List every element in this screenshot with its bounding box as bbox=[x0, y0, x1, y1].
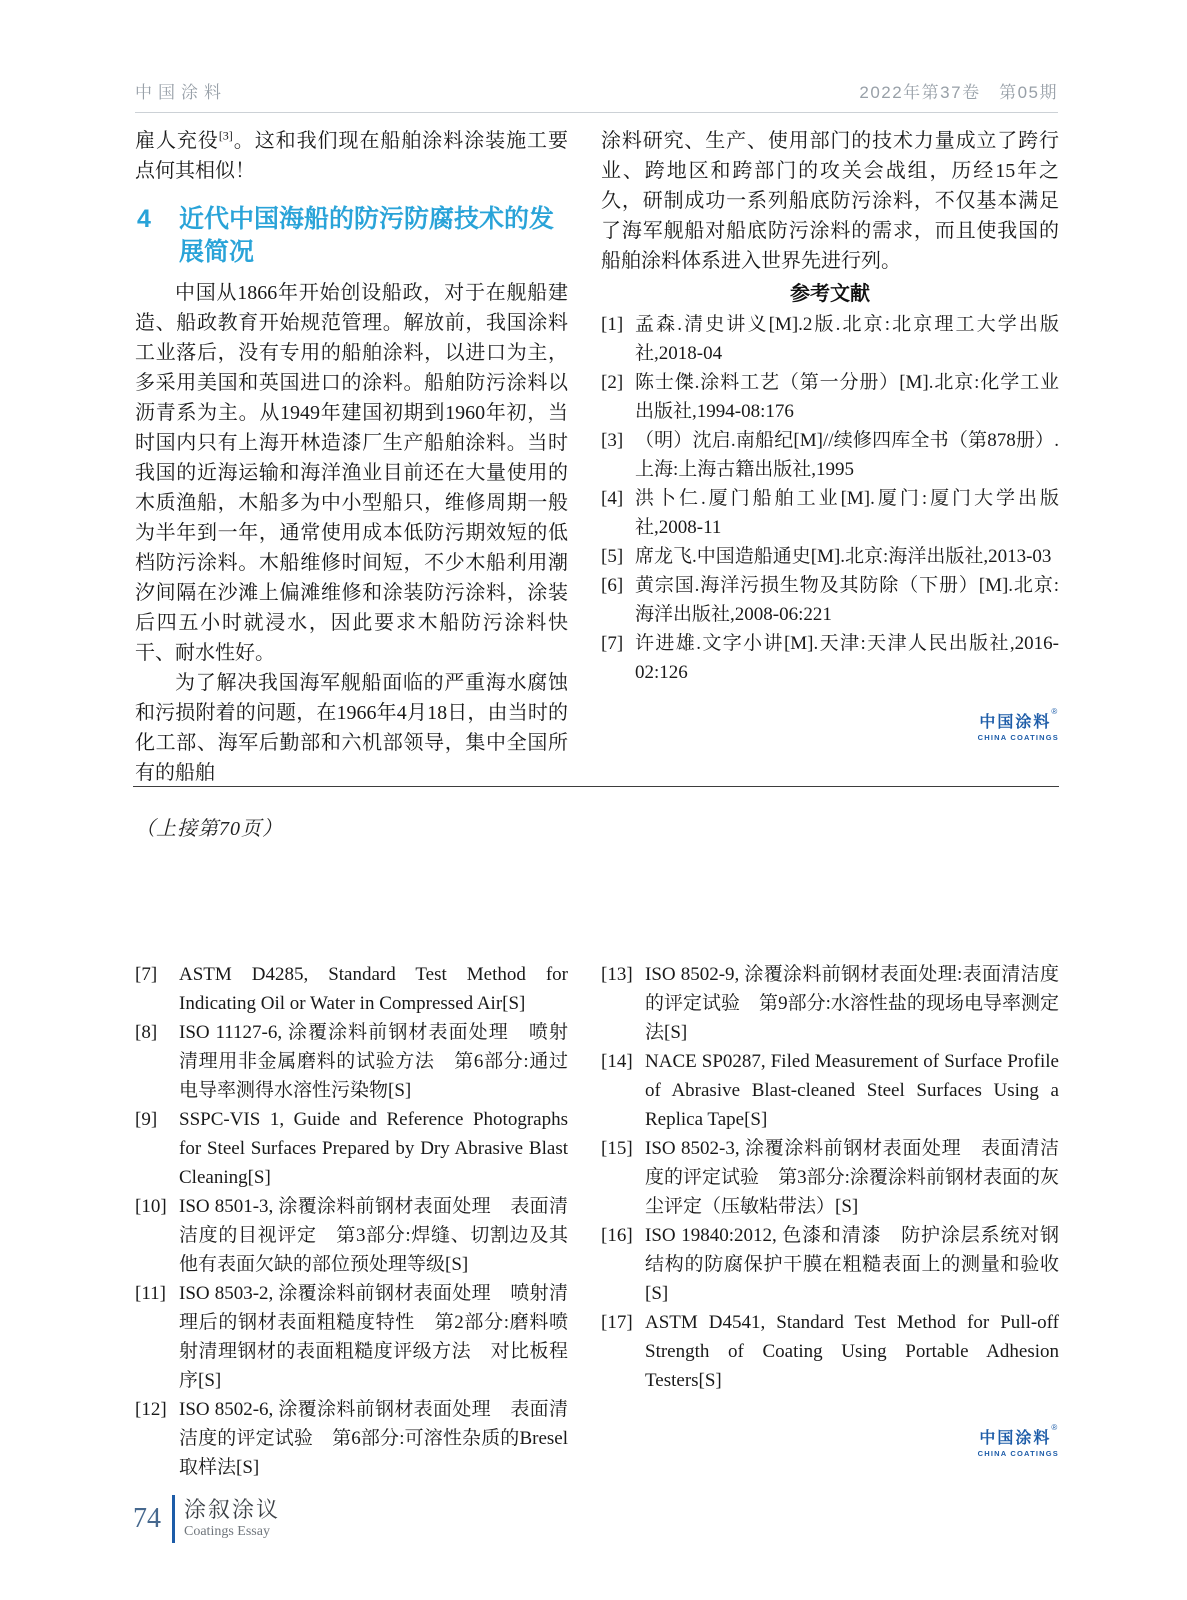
reference-text: ISO 11127-6, 涂覆涂料前钢材表面处理 喷射清理用非金属磨料的试验方法 第6部分:通过电导率测得水溶性污染物[S] bbox=[179, 1022, 568, 1101]
reference-label: [13] bbox=[601, 964, 633, 985]
issue-info: 2022年第37卷 第05期 bbox=[859, 83, 1058, 102]
reference-label: [6] bbox=[601, 575, 624, 596]
reference-item bbox=[601, 368, 1059, 426]
reference-text: ASTM D4541, Standard Test Method for Pull-off Strength of Coating Using Portable Adhesion Testers[S] bbox=[645, 1312, 1059, 1391]
reference-label: [7] bbox=[601, 633, 624, 654]
reference-text: ISO 8502-6, 涂覆涂料前钢材表面处理 表面清洁度的评定试验 第6部分:可溶性杂质的Bresel取样法[S] bbox=[179, 1399, 568, 1478]
article-left-column bbox=[135, 126, 568, 788]
reference-item bbox=[135, 1279, 568, 1395]
reference-text: ISO 8503-2, 涂覆涂料前钢材表面处理 喷射清理后的钢材表面粗糙度特性 第2部分:磨料喷射清理钢材的表面粗糙度评级方法 对比板程序[S] bbox=[179, 1283, 568, 1391]
reference-label: [16] bbox=[601, 1225, 633, 1246]
paragraph-right: 涂料研究、生产、使用部门的技术力量成立了跨行业、跨地区和跨部门的攻关会战组，历经15年之久，研制成功一系列船底防污涂料，不仅基本满足了海军舰船对船底防污涂料的需求，而且使我国的船舶涂料体系进入世界先进行列。 bbox=[601, 130, 1059, 272]
reference-item bbox=[135, 1105, 568, 1192]
article-body bbox=[135, 126, 1059, 788]
reference-item bbox=[601, 1134, 1059, 1221]
reference-text: ISO 8502-3, 涂覆涂料前钢材表面处理 表面清洁度的评定试验 第3部分:涂覆涂料前钢材表面的灰尘评定（压敏粘带法）[S] bbox=[645, 1138, 1059, 1217]
reference-item bbox=[601, 1047, 1059, 1134]
registered-mark-icon: ® bbox=[1051, 707, 1058, 716]
reference-text: 许进雄.文字小讲[M].天津:天津人民出版社,2016-02:126 bbox=[635, 633, 1059, 683]
paragraph-continued bbox=[135, 126, 568, 186]
reference-text: NACE SP0287, Filed Measurement of Surface Profile of Abrasive Blast-cleaned Steel Surfaces Using a Replica Tape[S] bbox=[645, 1051, 1059, 1130]
reference-label: [12] bbox=[135, 1399, 167, 1420]
reference-label: [4] bbox=[601, 488, 624, 509]
reference-label: [14] bbox=[601, 1051, 633, 1072]
appendix-references bbox=[135, 960, 1059, 1482]
footer-divider-bar bbox=[172, 1495, 175, 1543]
logo-block bbox=[978, 1425, 1059, 1458]
reference-label: [17] bbox=[601, 1312, 633, 1333]
china-coatings-logo bbox=[601, 1425, 1059, 1458]
reference-label: [2] bbox=[601, 372, 624, 393]
reference-text: ISO 8502-9, 涂覆涂料前钢材表面处理:表面清洁度的评定试验 第9部分:水溶性盐的现场电导率测定法[S] bbox=[645, 964, 1059, 1043]
footer-section-cn: 涂叙涂议 bbox=[184, 1497, 281, 1522]
reference-item bbox=[135, 1192, 568, 1279]
appendix-left-column bbox=[135, 960, 568, 1482]
reference-text: 孟森.清史讲义[M].2版.北京:北京理工大学出版社,2018-04 bbox=[635, 314, 1059, 364]
page-header bbox=[135, 78, 1058, 113]
reference-text: ISO 19840:2012, 色漆和清漆 防护涂层系统对钢结构的防腐保护干膜在粗糙表面上的测量和验收[S] bbox=[645, 1225, 1059, 1304]
section-title: 近代中国海船的防污防腐技术的发展简况 bbox=[179, 205, 555, 266]
registered-mark-icon: ® bbox=[1051, 1423, 1058, 1432]
reference-text: 席龙飞.中国造船通史[M].北京:海洋出版社,2013-03 bbox=[635, 546, 1052, 567]
logo-cn-text: 中国涂料 bbox=[979, 1430, 1052, 1447]
reference-item bbox=[135, 1395, 568, 1482]
paragraph-continued-pre: 雇人充役 bbox=[135, 130, 219, 152]
journal-name: 中国涂料 bbox=[135, 83, 227, 102]
logo-block bbox=[978, 709, 1059, 742]
paragraph-navy: 为了解决我国海军舰船面临的严重海水腐蚀和污损附着的问题，在1966年4月18日，由当时的化工部、海军后勤部和六机部领导，集中全国所有的船舶 bbox=[135, 672, 568, 784]
reference-label: [15] bbox=[601, 1138, 633, 1159]
reference-item bbox=[135, 1018, 568, 1105]
reference-text: 陈士傑.涂料工艺（第一分册）[M].北京:化学工业出版社,1994-08:176 bbox=[635, 372, 1059, 422]
logo-cn-row bbox=[979, 1425, 1057, 1448]
reference-label: [10] bbox=[135, 1196, 167, 1217]
reference-text: ISO 8501-3, 涂覆涂料前钢材表面处理 表面清洁度的目视评定 第3部分:焊缝、切割边及其他有表面欠缺的部位预处理等级[S] bbox=[179, 1196, 568, 1275]
reference-text: （明）沈启.南船纪[M]//续修四库全书（第878册）.上海:上海古籍出版社,1995 bbox=[635, 430, 1059, 480]
reference-item bbox=[601, 1308, 1059, 1395]
section-heading bbox=[135, 203, 568, 269]
reference-item bbox=[601, 960, 1059, 1047]
reference-item bbox=[601, 629, 1059, 687]
references-heading: 参考文献 bbox=[790, 283, 870, 305]
paragraph-history: 中国从1866年开始创设船政，对于在舰船建造、船政教育开始规范管理。解放前，我国涂料工业落后，没有专用的船舶涂料，以进口为主，多采用美国和英国进口的涂料。船舶防污涂料以沥青系为主。从1949年建国初期到1960年初，当时国内只有上海开林造漆厂生产船舶涂料。当时我国的近海运输和海洋渔业目前还在大量使用的木质渔船，木船多为中小型船只，维修周期一般为半年到一年，通常使用成本低防污期效短的低档防污涂料。木船维修时间短，不少木船利用潮汐间隔在沙滩上偏滩维修和涂装防污涂料，涂装后四五小时就浸水，因此要求木船防污涂料快干、耐水性好。 bbox=[135, 282, 568, 664]
reference-label: [11] bbox=[135, 1283, 166, 1304]
reference-label: [8] bbox=[135, 1022, 158, 1043]
logo-cn-text: 中国涂料 bbox=[979, 714, 1052, 731]
continuation-note: （上接第70页） bbox=[135, 818, 283, 840]
reference-text: ASTM D4285, Standard Test Method for Indicating Oil or Water in Compressed Air[S] bbox=[179, 964, 568, 1014]
china-coatings-logo bbox=[601, 709, 1059, 742]
section-number: 4 bbox=[137, 205, 151, 233]
page-number: 74 bbox=[133, 1503, 161, 1534]
reference-label: [7] bbox=[135, 964, 158, 985]
reference-label: [3] bbox=[601, 430, 624, 451]
reference-item bbox=[601, 1221, 1059, 1308]
reference-text: SSPC-VIS 1, Guide and Reference Photographs for Steel Surfaces Prepared by Dry Abrasive Blast Cleaning[S] bbox=[179, 1109, 568, 1188]
logo-en-text: CHINA COATINGS bbox=[977, 733, 1059, 742]
reference-label: [9] bbox=[135, 1109, 158, 1130]
reference-label: [5] bbox=[601, 546, 624, 567]
appendix-right-column bbox=[601, 960, 1059, 1482]
reference-item bbox=[601, 571, 1059, 629]
reference-item bbox=[601, 310, 1059, 368]
paragraph-continued-post: 。这和我们现在船舶涂料涂装施工要点何其相似！ bbox=[135, 130, 569, 182]
reference-label: [1] bbox=[601, 314, 624, 335]
page-footer bbox=[133, 1495, 280, 1543]
footer-section-en: Coatings Essay bbox=[184, 1524, 270, 1539]
logo-en-text: CHINA COATINGS bbox=[977, 1449, 1059, 1458]
article-right-column bbox=[601, 126, 1059, 788]
citation-superscript: [3] bbox=[218, 128, 233, 143]
reference-text: 洪卜仁.厦门船舶工业[M].厦门:厦门大学出版社,2008-11 bbox=[635, 488, 1059, 538]
reference-item bbox=[135, 960, 568, 1018]
section-divider bbox=[133, 786, 1059, 787]
logo-cn-row bbox=[979, 709, 1057, 732]
footer-section bbox=[184, 1497, 280, 1541]
reference-text: 黄宗国.海洋污损生物及其防除（下册）[M].北京:海洋出版社,2008-06:221 bbox=[635, 575, 1059, 625]
reference-item bbox=[601, 426, 1059, 484]
reference-item bbox=[601, 484, 1059, 542]
reference-item bbox=[601, 542, 1059, 571]
